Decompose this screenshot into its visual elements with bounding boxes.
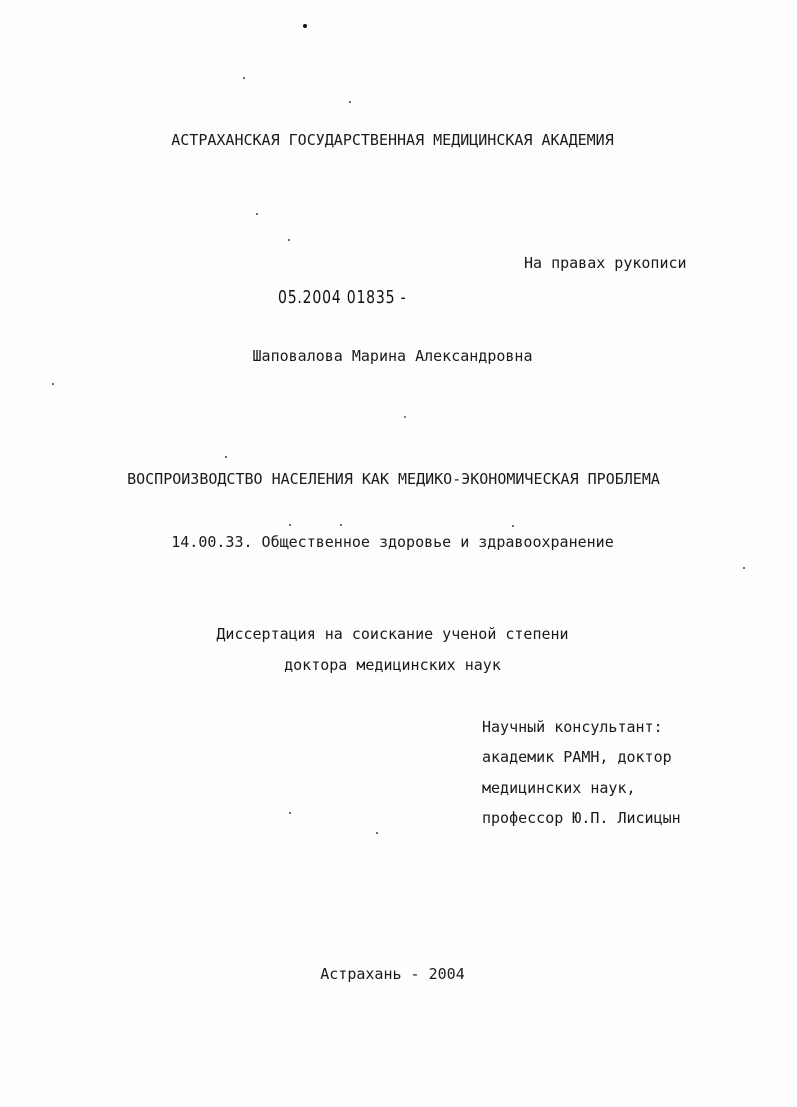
scan-speck — [289, 524, 291, 526]
consultant-label: Научный консультант: — [482, 718, 663, 736]
scan-speck — [376, 832, 378, 834]
scan-speck — [340, 524, 342, 526]
scan-speck — [303, 24, 307, 28]
institution-heading: АСТРАХАНСКАЯ ГОСУДАРСТВЕННАЯ МЕДИЦИНСКАЯ АКАДЕМИЯ — [171, 131, 614, 149]
dissertation-title: ВОСПРОИЗВОДСТВО НАСЕЛЕНИЯ КАК МЕДИКО-ЭКОНОМИЧЕСКАЯ ПРОБЛЕМА — [127, 470, 660, 488]
scan-speck — [404, 416, 406, 418]
scan-speck — [52, 383, 54, 385]
registry-number-stamp: 05.2004 01835 - — [278, 287, 407, 308]
consultant-degree: медицинских наук, — [482, 779, 636, 797]
city-and-year: Астрахань - 2004 — [320, 965, 465, 983]
scan-speck — [349, 101, 351, 103]
scan-speck — [288, 239, 290, 241]
scan-speck — [512, 525, 514, 527]
manuscript-rights-note: На правах рукописи — [524, 254, 687, 272]
scan-speck — [256, 213, 258, 215]
consultant-name: профессор Ю.П. Лисицын — [482, 809, 681, 827]
scan-speck — [289, 812, 291, 814]
dissertation-degree-line-1: Диссертация на соискание ученой степени — [216, 625, 569, 643]
specialty-code: 14.00.33. Общественное здоровье и здравоохранение — [171, 533, 614, 551]
scan-speck — [243, 77, 245, 79]
author-name: Шаповалова Марина Александровна — [252, 347, 533, 365]
consultant-rank: академик РАМН, доктор — [482, 748, 672, 766]
scan-speck — [743, 567, 745, 569]
scan-speck — [225, 456, 227, 458]
dissertation-degree-line-2: доктора медицинских наук — [284, 656, 501, 674]
